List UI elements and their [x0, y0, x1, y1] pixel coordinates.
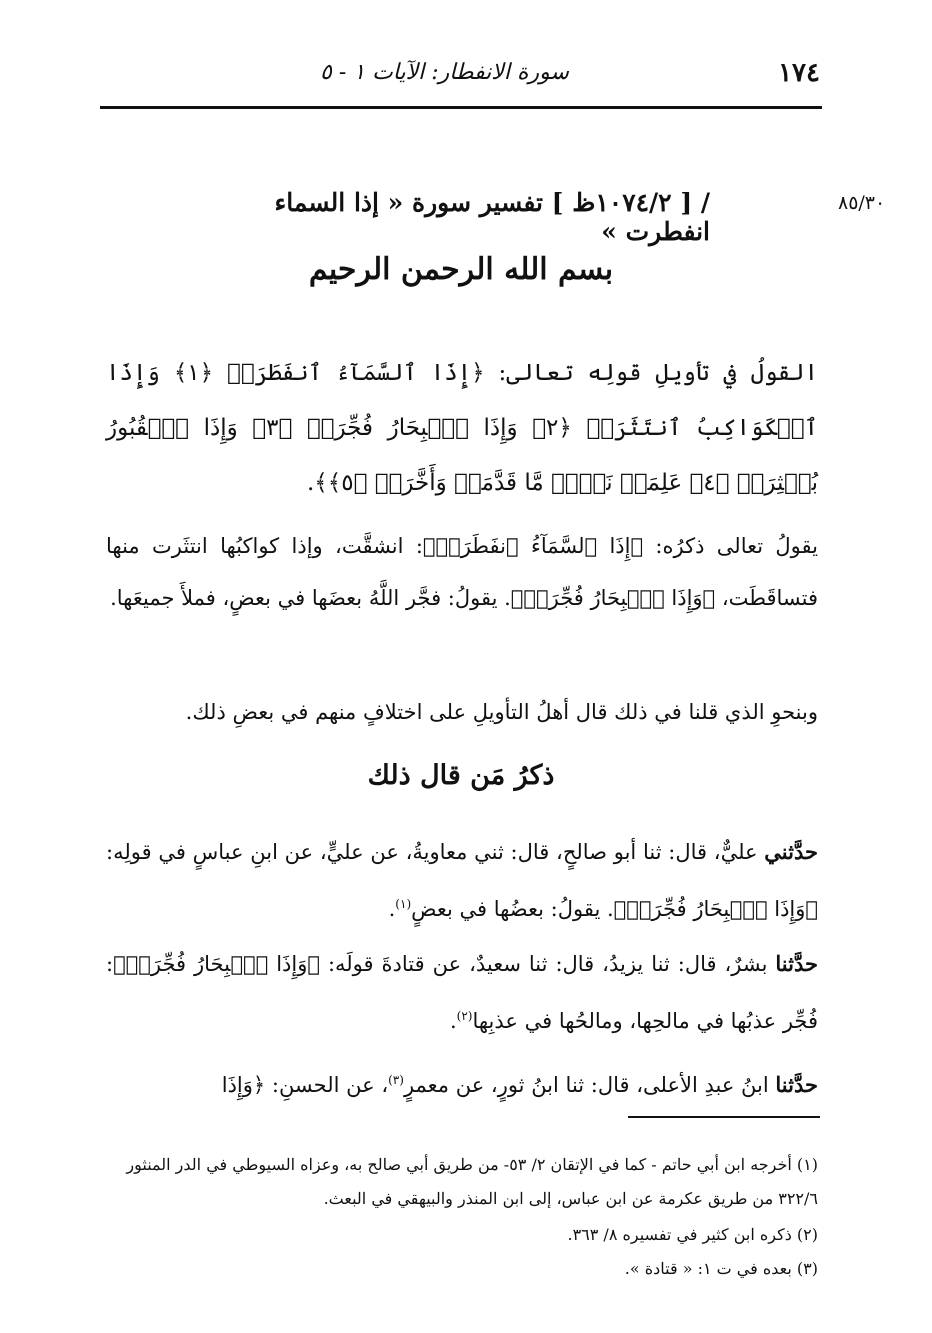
footnote-marker: (٢)	[456, 1009, 473, 1023]
narration-end: .	[449, 1009, 457, 1033]
footnote-marker: (٣)	[388, 1073, 404, 1087]
hadith-paragraph	[106, 1054, 818, 1111]
narration-end: ، عن الحسنِ: ﴿وَإِذَا	[221, 1073, 389, 1097]
volume-page-reference: ٨٥/٣٠	[838, 192, 886, 214]
narration-text: عليٌّ، قال: ثنا أبو صالحٍ، قال: ثني معاويةُ، عن عليٍّ، عن ابنِ عباسٍ في قولِه: ﴿وَإِذَا ٱلۡبِحَارُ فُجِّرَتۡ﴾. يقولُ: بعضُها في بعضٍ	[106, 840, 818, 921]
narration-text: ابنُ عبدِ الأعلى، قال: ثنا ابنُ ثورٍ، عن معمرٍ	[403, 1073, 776, 1097]
surah-heading: / [ ١٠٧٤/٢ظ ] تفسير سورة « إذا السماء انفطرت »	[274, 188, 710, 246]
commentary-paragraph: وبنحوِ الذي قلنا في ذلك قال أهلُ التأويلِ على اختلافٍ منهم في بعضِ ذلك.	[185, 700, 818, 724]
basmala: بسم الله الرحمن الرحيم	[308, 252, 614, 287]
page-number: ١٧٤	[778, 58, 820, 88]
verses-paragraph: القولُ في تأويلِ قولِه تعالى: ﴿إِذَا ٱلسَّمَآءُ ٱنفَطَرَتۡ ﴿١﴾ وَإِذَا ٱلۡكَوَاكِبُ ٱنتَثَرَتۡ ﴿٢﴾ وَإِذَا ٱلۡبِحَارُ فُجِّرَتۡ ﴿٣﴾ وَإِذَا ٱلۡقُبُورُ بُعۡثِرَتۡ ﴿٤﴾ عَلِمَتۡ نَفۡسٞ مَّا قَدَّمَتۡ وَأَخَّرَتۡ ﴿٥﴾﴾.	[106, 360, 819, 496]
hadith-paragraph	[106, 938, 818, 1047]
narration-end: .	[388, 897, 396, 921]
running-title: سورة الانفطار: الآيات ١ - ٥	[320, 60, 569, 85]
header-divider	[100, 106, 822, 109]
narration-lead: حدَّثنا	[775, 951, 818, 976]
narration-lead: حدَّثني	[764, 839, 818, 864]
commentary-paragraph: يقولُ تعالى ذكرُه: ﴿إِذَا ٱلسَّمَآءُ ٱنفَطَرَتۡ﴾: انشقَّت، وإذا كواكبُها انتثَرت منها فتساقَطَت، ﴿وَإِذَا ٱلۡبِحَارُ فُجِّرَتۡ﴾. يقولُ: فجَّر اللَّهُ بعضَها في بعضٍ، فملأَ جميعَها.	[106, 534, 818, 610]
footnote: (١) أخرجه ابن أبي حاتم - كما في الإتقان ٢/ ٥٣- من طريق أبي صالح به، وعزاه السيوطي في الدر المنثور ٣٢٢/٦ من طريق عكرمة عن ابن عباس، إلى ابن المنذر والبيهقي في البعث.	[126, 1155, 818, 1208]
footnote-marker: (١)	[395, 897, 412, 911]
footnote: (٢) ذكره ابن كثير في تفسيره ٨/ ٣٦٣.	[567, 1225, 818, 1244]
hadith-paragraph	[106, 826, 818, 935]
narration-lead: حدَّثنا	[775, 1072, 818, 1097]
footnote-divider	[628, 1116, 820, 1118]
narration-text: بشرٌ، قال: ثنا يزيدُ، قال: ثنا سعيدٌ، عن قتادةَ قولَه: ﴿وَإِذَا ٱلۡبِحَارُ فُجِّرَتۡ﴾: فُجِّر عذبُها في مالحِها، ومالحُها في عذبِها	[106, 952, 818, 1033]
page-header	[100, 58, 820, 98]
footnote: (٣) بعده في ت ١: « قتادة ».	[624, 1259, 818, 1278]
section-subheading: ذكرُ مَن قال ذلك	[367, 760, 555, 791]
